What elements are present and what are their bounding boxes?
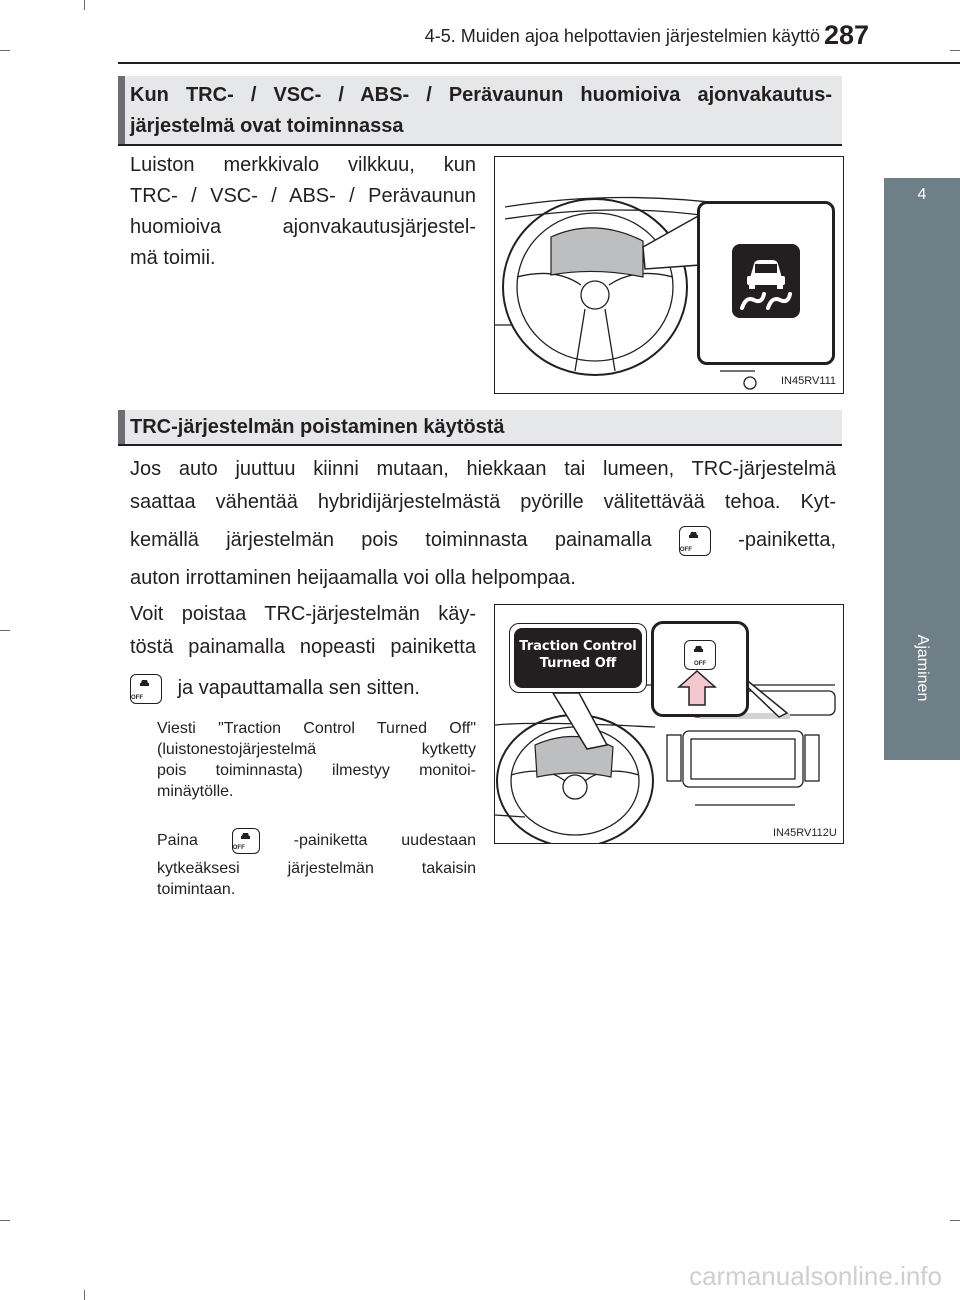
crop-mark <box>0 630 10 631</box>
section-heading-2 <box>118 410 842 446</box>
body-text: -painiketta, <box>738 529 837 551</box>
off-label: OFF <box>131 694 143 701</box>
body-line: Voit poistaa TRC-järjestelmän käy- <box>130 603 476 625</box>
header-rule <box>118 62 960 64</box>
body-line: saattaa vähentää hybridijärjestelmästä pyörille välitettävää tehoa. Kyt- <box>130 491 836 513</box>
figure-code: IN45RV112U <box>773 827 837 839</box>
body-text: kemällä järjestelmän pois toiminnasta painamalla <box>130 529 652 551</box>
section2-paragraph2 <box>130 598 476 705</box>
heading-line: järjestelmä ovat toiminnassa <box>130 115 404 137</box>
trc-off-button-icon <box>679 526 711 556</box>
chapter-tab <box>884 178 960 760</box>
heading-bar <box>118 410 125 444</box>
note-traction-message <box>157 718 476 802</box>
page-number: 287 <box>824 20 870 50</box>
callout-line: Turned Off <box>539 656 617 671</box>
body-text: ja vapauttamalla sen sitten. <box>177 677 420 699</box>
figure-code: IN45RV111 <box>781 375 837 387</box>
chapter-label: Ajaminen <box>914 634 931 702</box>
section2-paragraph1 <box>130 453 836 595</box>
body-line-with-icon <box>130 524 836 557</box>
body-line: Luiston merkkivalo vilkkuu, kun <box>130 154 476 176</box>
section-heading-1 <box>118 76 842 146</box>
note-line: minäytölle. <box>157 783 234 800</box>
car-icon <box>688 531 699 540</box>
note-reenable <box>157 828 476 900</box>
off-label: OFF <box>679 546 692 553</box>
body-line: töstä painamalla nopeasti painiketta <box>130 636 476 658</box>
crop-mark <box>950 50 960 51</box>
car-icon <box>240 832 251 841</box>
note-text: Paina <box>157 832 198 850</box>
note-line: toimintaan. <box>157 881 236 898</box>
note-line: (luistonestojärjestelmä kytketty <box>157 741 476 758</box>
body-line: TRC- / VSC- / ABS- / Perävaunun <box>130 185 476 207</box>
button-callout <box>651 621 749 717</box>
trc-off-button-icon <box>232 828 260 854</box>
section1-body <box>130 150 476 274</box>
crop-mark <box>950 1220 960 1221</box>
heading-text: TRC-järjestelmän poistaminen käytöstä <box>130 416 505 438</box>
body-line: auton irrottaminen heijaamalla voi olla helpompaa. <box>130 567 576 589</box>
header-title: 4-5. Muiden ajoa helpottavien järjestelmien käyttö <box>424 26 820 46</box>
trc-off-button-icon <box>130 674 162 704</box>
crop-mark <box>84 1290 85 1300</box>
traction-message-display <box>514 628 642 688</box>
body-line-with-icon <box>130 672 476 705</box>
message-callout <box>509 623 647 693</box>
watermark: carmanualsonline.info <box>689 1261 942 1291</box>
note-line: pois toiminnasta) ilmestyy monitoi- <box>157 762 476 779</box>
body-line: mä toimii. <box>130 247 216 269</box>
crop-mark <box>0 50 10 51</box>
off-label: OFF <box>232 845 245 851</box>
note-line-with-icon <box>157 828 476 854</box>
slip-indicator-icon <box>732 244 800 318</box>
off-label: OFF <box>694 661 706 667</box>
figure-slip-indicator <box>494 156 844 394</box>
heading-line: Kun TRC- / VSC- / ABS- / Perävaunun huomioiva ajonvakautus- <box>130 84 832 106</box>
crop-mark <box>0 1220 10 1221</box>
figure-traction-off <box>494 604 844 844</box>
callout-line: Traction Control <box>519 639 637 654</box>
skidding-car-icon <box>732 244 800 318</box>
chapter-number: 4 <box>917 186 927 203</box>
crop-mark <box>84 0 85 10</box>
heading-bar <box>118 76 125 144</box>
note-line: kytkeäksesi järjestelmän takaisin <box>157 860 476 877</box>
body-line: huomioiva ajonvakautusjärjestel- <box>130 216 476 238</box>
note-text: -painiketta uudestaan <box>293 832 476 850</box>
press-arrow-icon <box>651 621 743 711</box>
car-icon <box>139 679 150 688</box>
indicator-callout <box>697 201 835 365</box>
note-line: Viesti "Traction Control Turned Off" <box>157 720 476 737</box>
body-line: Jos auto juuttuu kiinni mutaan, hiekkaan tai lumeen, TRC-järjestelmä <box>130 458 836 480</box>
